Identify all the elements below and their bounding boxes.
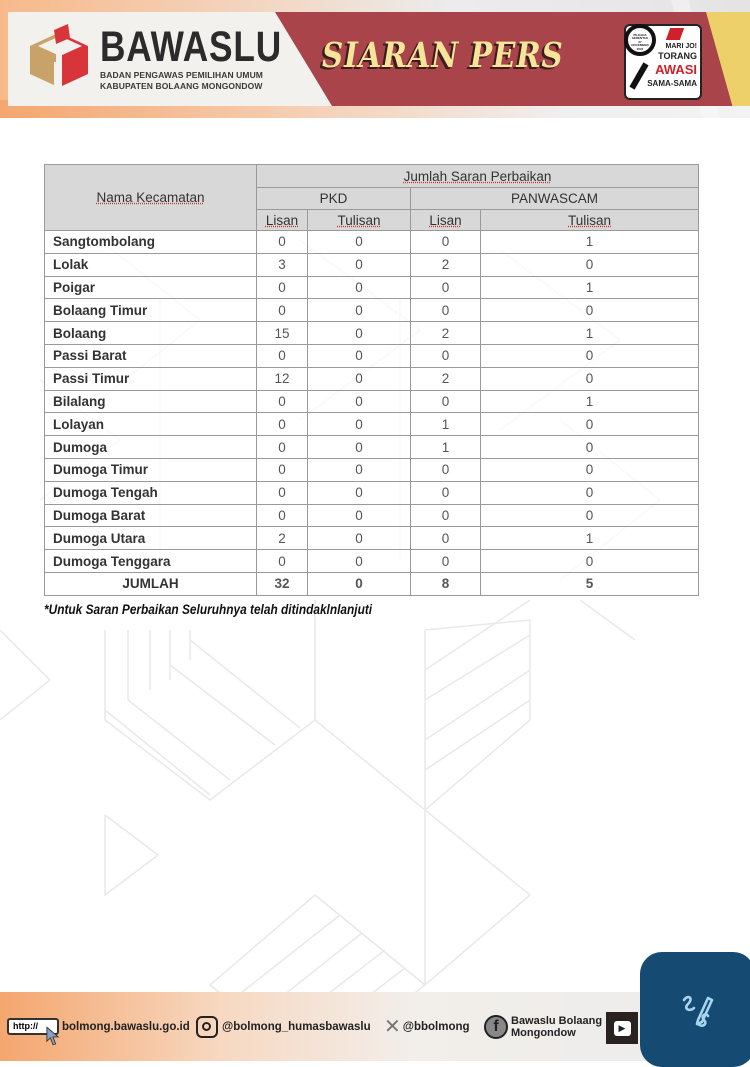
kecamatan-name: Poigar bbox=[45, 276, 257, 299]
cell-panwascam-lisan: 8 bbox=[411, 572, 481, 595]
cell-panwascam-lisan: 0 bbox=[411, 344, 481, 367]
table-row bbox=[45, 458, 699, 481]
cell-pkd-lisan: 0 bbox=[257, 550, 308, 573]
cell-pkd-tulisan: 0 bbox=[308, 299, 411, 322]
edit-pen-icon bbox=[678, 990, 718, 1030]
cell-panwascam-tulisan: 0 bbox=[481, 299, 699, 322]
table-row bbox=[45, 390, 699, 413]
header-pkd-lisan: Lisan bbox=[257, 210, 308, 231]
brand-name: BAWASLU bbox=[100, 23, 283, 71]
header-panwascam-lisan: Lisan bbox=[411, 210, 481, 231]
kecamatan-name: Dumoga Tenggara bbox=[45, 550, 257, 573]
flag-icon bbox=[666, 28, 684, 40]
table-row bbox=[45, 231, 699, 254]
cell-panwascam-tulisan: 5 bbox=[481, 572, 699, 595]
cell-panwascam-tulisan: 1 bbox=[481, 231, 699, 254]
cell-panwascam-lisan: 2 bbox=[411, 367, 481, 390]
cell-pkd-lisan: 12 bbox=[257, 367, 308, 390]
header-pkd-tulisan: Tulisan bbox=[308, 210, 411, 231]
cell-pkd-tulisan: 0 bbox=[308, 322, 411, 345]
cell-panwascam-tulisan: 0 bbox=[481, 253, 699, 276]
table-row bbox=[45, 276, 699, 299]
kecamatan-name: Dumoga Tengah bbox=[45, 481, 257, 504]
website-link[interactable] bbox=[62, 992, 190, 1061]
cell-panwascam-tulisan: 0 bbox=[481, 550, 699, 573]
table-row bbox=[45, 299, 699, 322]
cell-panwascam-tulisan: 1 bbox=[481, 390, 699, 413]
cell-panwascam-tulisan: 1 bbox=[481, 527, 699, 550]
table-row bbox=[45, 322, 699, 345]
cell-pkd-lisan: 0 bbox=[257, 344, 308, 367]
footnote: *Untuk Saran Perbaikan Seluruhnya telah ditindaklnlanjuti bbox=[44, 602, 373, 617]
cell-pkd-lisan: 0 bbox=[257, 231, 308, 254]
table-row bbox=[45, 367, 699, 390]
cell-pkd-lisan: 3 bbox=[257, 253, 308, 276]
cell-pkd-lisan: 0 bbox=[257, 390, 308, 413]
table-row bbox=[45, 413, 699, 436]
kecamatan-name: Sangtombolang bbox=[45, 231, 257, 254]
badge-line-4: SAMA-SAMA bbox=[647, 79, 697, 88]
cell-pkd-lisan: 0 bbox=[257, 413, 308, 436]
kecamatan-name: Passi Timur bbox=[45, 367, 257, 390]
cursor-icon bbox=[46, 1026, 60, 1046]
cell-pkd-tulisan: 0 bbox=[308, 413, 411, 436]
kecamatan-name: Dumoga Utara bbox=[45, 527, 257, 550]
cell-pkd-tulisan: 0 bbox=[308, 550, 411, 573]
cell-panwascam-lisan: 0 bbox=[411, 481, 481, 504]
instagram-handle[interactable]: @bolmong_humasbawaslu bbox=[222, 1020, 371, 1033]
cell-panwascam-tulisan: 0 bbox=[481, 413, 699, 436]
badge-line-2: TORANG bbox=[658, 51, 697, 61]
magnifier-handle bbox=[629, 62, 648, 89]
kecamatan-name: Bilalang bbox=[45, 390, 257, 413]
header-panwascam-tulisan: Tulisan bbox=[481, 210, 699, 231]
cell-panwascam-lisan: 0 bbox=[411, 231, 481, 254]
brand-subtitle-1: BADAN PENGAWAS PEMILIHAN UMUM bbox=[100, 70, 263, 80]
cell-panwascam-lisan: 0 bbox=[411, 527, 481, 550]
page-title: SIARAN PERS bbox=[322, 35, 564, 76]
x-handle[interactable]: @bbolmong bbox=[402, 1020, 470, 1033]
header-jumlah-saran: Jumlah Saran Perbaikan bbox=[257, 165, 699, 188]
cell-pkd-tulisan: 0 bbox=[308, 436, 411, 459]
instagram-icon bbox=[196, 1016, 218, 1038]
cell-pkd-tulisan: 0 bbox=[308, 458, 411, 481]
cell-pkd-tulisan: 0 bbox=[308, 367, 411, 390]
cell-pkd-lisan: 15 bbox=[257, 322, 308, 345]
facebook-icon: f bbox=[484, 1015, 508, 1039]
cell-panwascam-lisan: 1 bbox=[411, 436, 481, 459]
edit-fab-button[interactable] bbox=[640, 952, 750, 1067]
cell-panwascam-lisan: 1 bbox=[411, 413, 481, 436]
cell-panwascam-lisan: 0 bbox=[411, 276, 481, 299]
cell-pkd-tulisan: 0 bbox=[308, 344, 411, 367]
cell-pkd-tulisan: 0 bbox=[308, 481, 411, 504]
cell-pkd-tulisan: 0 bbox=[308, 504, 411, 527]
badge-lens-text: PILKADA SERENTAK 27 NOVEMBER 2024 bbox=[631, 33, 649, 51]
kecamatan-name: Bolaang Timur bbox=[45, 299, 257, 322]
table-total-row bbox=[45, 572, 699, 595]
header-banner bbox=[0, 0, 750, 118]
table-row bbox=[45, 504, 699, 527]
kecamatan-name: Bolaang bbox=[45, 322, 257, 345]
table-row bbox=[45, 436, 699, 459]
x-link[interactable] bbox=[384, 992, 470, 1061]
bawaslu-logo-icon bbox=[26, 24, 92, 94]
cell-pkd-tulisan: 0 bbox=[308, 253, 411, 276]
cell-panwascam-tulisan: 0 bbox=[481, 481, 699, 504]
cell-panwascam-tulisan: 1 bbox=[481, 322, 699, 345]
kecamatan-name: Lolak bbox=[45, 253, 257, 276]
brand-subtitle-2: KABUPATEN BOLAANG MONGONDOW bbox=[100, 81, 263, 91]
header-group-panwascam: PANWASCAM bbox=[411, 188, 699, 210]
x-icon: ✕ bbox=[384, 1016, 401, 1038]
facebook-name-2[interactable]: Mongondow bbox=[511, 1026, 576, 1039]
header-nama-kecamatan: Nama Kecamatan bbox=[45, 165, 257, 231]
cell-panwascam-tulisan: 0 bbox=[481, 436, 699, 459]
instagram-link[interactable] bbox=[196, 992, 371, 1061]
kecamatan-name: Passi Barat bbox=[45, 344, 257, 367]
cell-pkd-lisan: 2 bbox=[257, 527, 308, 550]
total-label: JUMLAH bbox=[45, 572, 257, 595]
table-row bbox=[45, 527, 699, 550]
url-prefix-box: http:// bbox=[7, 1018, 59, 1035]
cell-panwascam-tulisan: 1 bbox=[481, 276, 699, 299]
facebook-link[interactable] bbox=[484, 992, 602, 1061]
cell-pkd-lisan: 0 bbox=[257, 299, 308, 322]
kecamatan-name: Lolayan bbox=[45, 413, 257, 436]
badge-line-3: AWASI bbox=[655, 62, 697, 77]
table-row bbox=[45, 481, 699, 504]
facebook-name-1[interactable]: Bawaslu Bolaang bbox=[511, 1014, 603, 1027]
website-text[interactable]: bolmong.bawaslu.go.id bbox=[62, 1020, 190, 1033]
kecamatan-name: Dumoga Timur bbox=[45, 458, 257, 481]
cell-panwascam-lisan: 0 bbox=[411, 458, 481, 481]
cell-pkd-lisan: 0 bbox=[257, 458, 308, 481]
cell-panwascam-tulisan: 0 bbox=[481, 504, 699, 527]
cell-pkd-tulisan: 0 bbox=[308, 572, 411, 595]
cell-pkd-tulisan: 0 bbox=[308, 231, 411, 254]
cell-pkd-lisan: 0 bbox=[257, 276, 308, 299]
saran-perbaikan-table bbox=[44, 164, 698, 596]
badge-line-1: MARI JO! bbox=[665, 43, 697, 50]
cell-pkd-lisan: 0 bbox=[257, 481, 308, 504]
cell-panwascam-lisan: 0 bbox=[411, 504, 481, 527]
cell-panwascam-lisan: 0 bbox=[411, 299, 481, 322]
magnifier-icon bbox=[624, 24, 656, 56]
campaign-badge bbox=[624, 24, 702, 100]
kecamatan-name: Dumoga Barat bbox=[45, 504, 257, 527]
footer-bar bbox=[0, 992, 750, 1061]
cell-panwascam-lisan: 0 bbox=[411, 390, 481, 413]
cell-pkd-tulisan: 0 bbox=[308, 276, 411, 299]
cell-pkd-lisan: 0 bbox=[257, 436, 308, 459]
kecamatan-name: Dumoga bbox=[45, 436, 257, 459]
youtube-icon[interactable]: ▶ bbox=[606, 1012, 638, 1044]
cell-panwascam-lisan: 2 bbox=[411, 253, 481, 276]
cell-pkd-tulisan: 0 bbox=[308, 527, 411, 550]
cell-panwascam-tulisan: 0 bbox=[481, 344, 699, 367]
table-row bbox=[45, 550, 699, 573]
cell-pkd-lisan: 0 bbox=[257, 504, 308, 527]
table-row bbox=[45, 344, 699, 367]
cell-panwascam-tulisan: 0 bbox=[481, 458, 699, 481]
cell-pkd-lisan: 32 bbox=[257, 572, 308, 595]
cell-pkd-tulisan: 0 bbox=[308, 390, 411, 413]
cell-panwascam-lisan: 2 bbox=[411, 322, 481, 345]
cell-panwascam-tulisan: 0 bbox=[481, 367, 699, 390]
cell-panwascam-lisan: 0 bbox=[411, 550, 481, 573]
header-group-pkd: PKD bbox=[257, 188, 411, 210]
table-row bbox=[45, 253, 699, 276]
